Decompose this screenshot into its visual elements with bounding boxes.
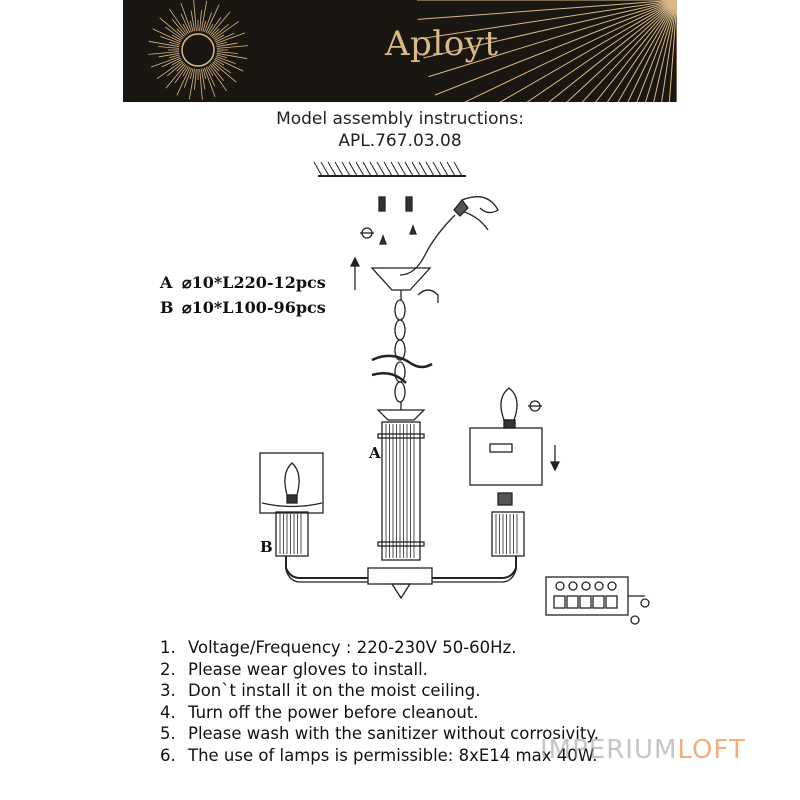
list-item: 6. The use of lamps is permissible: 8xE14 max 40W. [160, 745, 598, 765]
instructions-list [160, 637, 599, 767]
watermark: IMPERIUMLOFT [540, 735, 746, 765]
brand-logo: Aployt [385, 24, 499, 64]
title-line: Model assembly instructions: [276, 109, 524, 129]
list-item: 2. Please wear gloves to install. [160, 659, 428, 679]
label-part-a: A [369, 444, 381, 462]
list-item: 1. Voltage/Frequency : 220-230V 50-60Hz. [160, 638, 517, 657]
ceiling-hatch [314, 162, 462, 176]
part-b: B ⌀10*L100-96pcs [160, 298, 326, 317]
model-number: APL.767.03.08 [338, 131, 462, 151]
label-part-b: B [260, 538, 273, 556]
list-item: 3. Don`t install it on the moist ceiling. [160, 681, 481, 701]
list-item: 4. Turn off the power before cleanout. [160, 702, 479, 722]
list-item: 5. Please wash with the sanitizer without corrosivity. [160, 724, 600, 744]
part-a: A ⌀10*L220-12pcs [160, 273, 326, 292]
